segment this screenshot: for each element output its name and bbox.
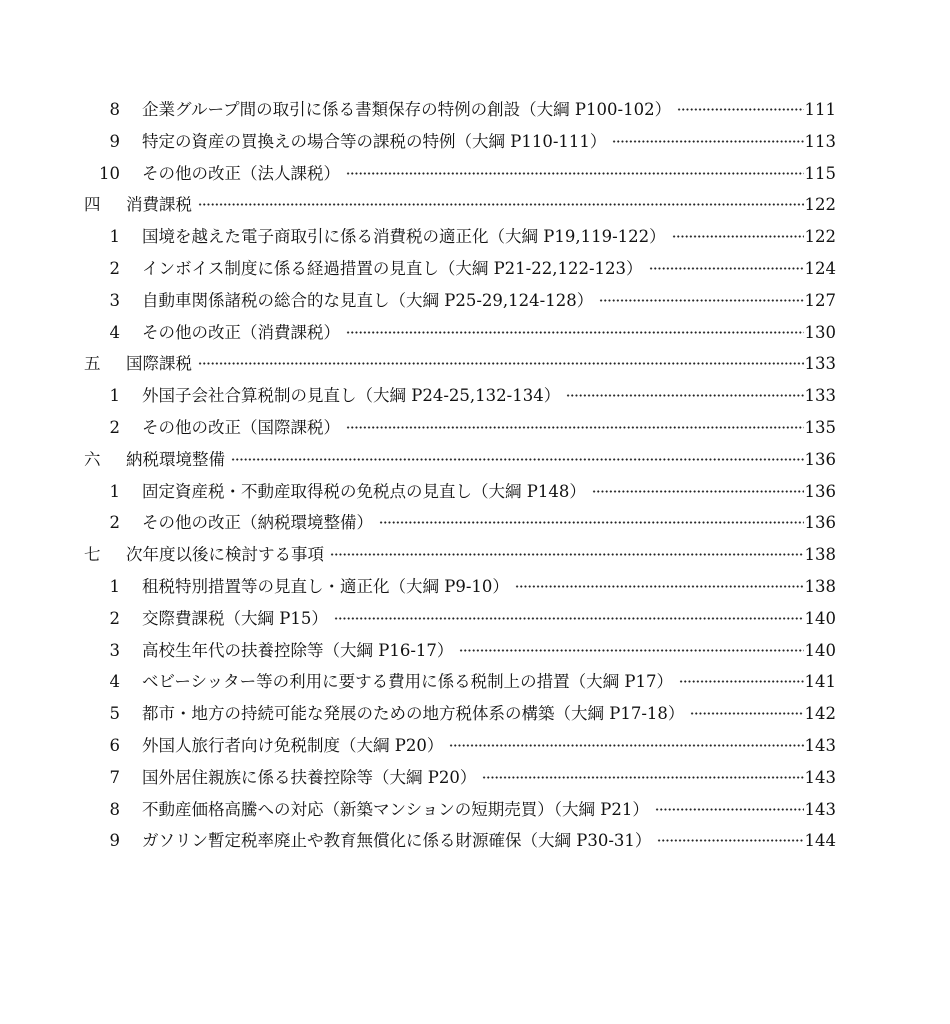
toc-entry-title: 国境を越えた電子商取引に係る消費税の適正化（大綱 P19,119-122） (142, 227, 666, 247)
toc-item-row (84, 635, 836, 667)
toc-page-number: 133 (804, 354, 836, 374)
toc-entry-title: 納税環境整備 (126, 449, 225, 469)
toc-entry-title: その他の改正（消費課税） (142, 322, 340, 342)
toc-item-row (84, 253, 836, 285)
toc-page-number: 138 (804, 545, 836, 565)
toc-entry-number: 1 (109, 386, 120, 406)
toc-entry-title: 自動車関係諸税の総合的な見直し（大綱 P25-29,124-128） (142, 290, 594, 310)
toc-page-number: 115 (804, 163, 836, 183)
toc-entry-title: ベビーシッター等の利用に要する費用に係る税制上の措置（大綱 P17） (142, 672, 674, 692)
toc-item-row (84, 317, 836, 349)
toc-entry-number: 六 (84, 449, 101, 469)
toc-page-number: 140 (804, 608, 836, 628)
toc-page-number: 124 (804, 258, 836, 278)
toc-item-row (84, 476, 836, 508)
toc-item-row (84, 571, 836, 603)
toc-section-row (84, 539, 836, 571)
toc-item-row (84, 94, 836, 126)
toc-entry-number: 10 (99, 163, 120, 183)
toc-item-row (84, 666, 836, 698)
toc-entry-number: 2 (109, 417, 120, 437)
toc-dot-leader (198, 203, 804, 206)
toc-item-row (84, 221, 836, 253)
toc-entry-number: 6 (109, 735, 120, 755)
toc-dot-leader (672, 235, 804, 238)
toc-entry-title: 消費課税 (126, 195, 192, 215)
toc-page-number: 136 (804, 481, 836, 501)
toc-dot-leader (649, 267, 804, 270)
toc-dot-leader (449, 744, 803, 747)
toc-entry-title: 国外居住親族に係る扶養控除等（大綱 P20） (142, 767, 477, 787)
toc-entry-number: 2 (109, 608, 120, 628)
toc-entry-title: 高校生年代の扶養控除等（大綱 P16-17） (142, 640, 454, 660)
toc-entry-title: 不動産価格高騰への対応（新築マンションの短期売買）（大綱 P21） (142, 799, 649, 819)
toc-entry-title: 次年度以後に検討する事項 (126, 545, 324, 565)
toc-item-row (84, 380, 836, 412)
toc-page-number: 122 (804, 195, 836, 215)
toc-dot-leader (677, 108, 803, 111)
toc-dot-leader (346, 426, 804, 429)
toc-page-number: 143 (804, 735, 836, 755)
toc-page-number: 130 (804, 322, 836, 342)
toc-dot-leader (379, 521, 804, 524)
toc-section-row (84, 444, 836, 476)
toc-dot-leader (198, 362, 804, 365)
toc-dot-leader (655, 808, 804, 811)
toc-entry-number: 3 (109, 640, 120, 660)
toc-page-number: 122 (804, 227, 836, 247)
toc-page-number: 133 (804, 386, 836, 406)
toc-entry-title: 外国子会社合算税制の見直し（大綱 P24-25,132-134） (142, 386, 561, 406)
toc-entry-title: 交際費課税（大綱 P15） (142, 608, 328, 628)
toc-item-row (84, 507, 836, 539)
toc-page-number: 141 (804, 672, 836, 692)
toc-dot-leader (515, 585, 804, 588)
toc-item-row (84, 825, 836, 857)
toc-dot-leader (612, 140, 803, 143)
toc-entry-number: 2 (109, 513, 120, 533)
toc-item-row (84, 603, 836, 635)
toc-page-number: 138 (804, 576, 836, 596)
toc-item-row (84, 698, 836, 730)
toc-item-row (84, 762, 836, 794)
toc-entry-number: 4 (109, 322, 120, 342)
toc-entry-title: 特定の資産の買換えの場合等の課税の特例（大綱 P110-111） (142, 131, 607, 151)
toc-entry-number: 8 (109, 100, 120, 119)
toc-entry-number: 3 (109, 290, 120, 310)
toc-item-row (84, 158, 836, 190)
toc-dot-leader (482, 776, 803, 779)
toc-entry-title: その他の改正（国際課税） (142, 417, 340, 437)
toc-entry-number: 2 (109, 258, 120, 278)
toc-entry-number: 4 (109, 672, 120, 692)
toc-entry-number: 8 (109, 799, 120, 819)
toc-page-number: 144 (804, 831, 836, 851)
toc-entry-title: 外国人旅行者向け免税制度（大綱 P20） (142, 735, 444, 755)
table-of-contents (84, 94, 836, 857)
toc-entry-number: 四 (84, 195, 101, 215)
toc-entry-number: 9 (109, 131, 120, 151)
toc-entry-number: 七 (84, 545, 101, 565)
toc-item-row (84, 285, 836, 317)
toc-entry-title: 国際課税 (126, 354, 192, 374)
toc-entry-title: 固定資産税・不動産取得税の免税点の見直し（大綱 P148） (142, 481, 586, 501)
toc-entry-number: 5 (109, 704, 120, 724)
toc-section-row (84, 189, 836, 221)
toc-section-row (84, 348, 836, 380)
toc-page-number: 113 (804, 131, 836, 151)
toc-entry-title: 企業グループ間の取引に係る書類保存の特例の創設（大綱 P100-102） (142, 100, 672, 119)
toc-page-number: 127 (804, 290, 836, 310)
toc-entry-number: 五 (84, 354, 101, 374)
toc-page-number: 142 (804, 704, 836, 724)
toc-entry-number: 1 (109, 576, 120, 596)
toc-entry-title: 租税特別措置等の見直し・適正化（大綱 P9-10） (142, 576, 509, 596)
toc-entry-title: インボイス制度に係る経過措置の見直し（大綱 P21-22,122-123） (142, 258, 643, 278)
toc-dot-leader (592, 490, 804, 493)
toc-dot-leader (679, 680, 803, 683)
toc-entry-title: ガソリン暫定税率廃止や教育無償化に係る財源確保（大綱 P30-31） (142, 831, 652, 851)
toc-item-row (84, 794, 836, 826)
toc-page-number: 136 (804, 449, 836, 469)
toc-page-number: 111 (804, 100, 836, 119)
toc-entry-number: 9 (109, 831, 120, 851)
toc-dot-leader (566, 394, 803, 397)
toc-dot-leader (334, 617, 804, 620)
toc-page-number: 143 (804, 799, 836, 819)
toc-dot-leader (231, 458, 804, 461)
toc-dot-leader (346, 172, 804, 175)
toc-item-row (84, 126, 836, 158)
toc-item-row (84, 412, 836, 444)
toc-entry-number: 7 (109, 767, 120, 787)
toc-dot-leader (657, 839, 803, 842)
toc-entry-number: 1 (109, 227, 120, 247)
toc-page-number: 135 (804, 417, 836, 437)
toc-dot-leader (459, 649, 803, 652)
toc-page-number: 140 (804, 640, 836, 660)
toc-entry-title: その他の改正（法人課税） (142, 163, 340, 183)
toc-dot-leader (599, 299, 803, 302)
toc-item-row (84, 730, 836, 762)
toc-page-number: 143 (804, 767, 836, 787)
toc-entry-title: 都市・地方の持続可能な発展のための地方税体系の構築（大綱 P17-18） (142, 704, 685, 724)
toc-dot-leader (346, 331, 804, 334)
toc-dot-leader (330, 553, 804, 556)
toc-dot-leader (690, 712, 803, 715)
toc-entry-number: 1 (109, 481, 120, 501)
toc-page-number: 136 (804, 513, 836, 533)
toc-entry-title: その他の改正（納税環境整備） (142, 513, 373, 533)
